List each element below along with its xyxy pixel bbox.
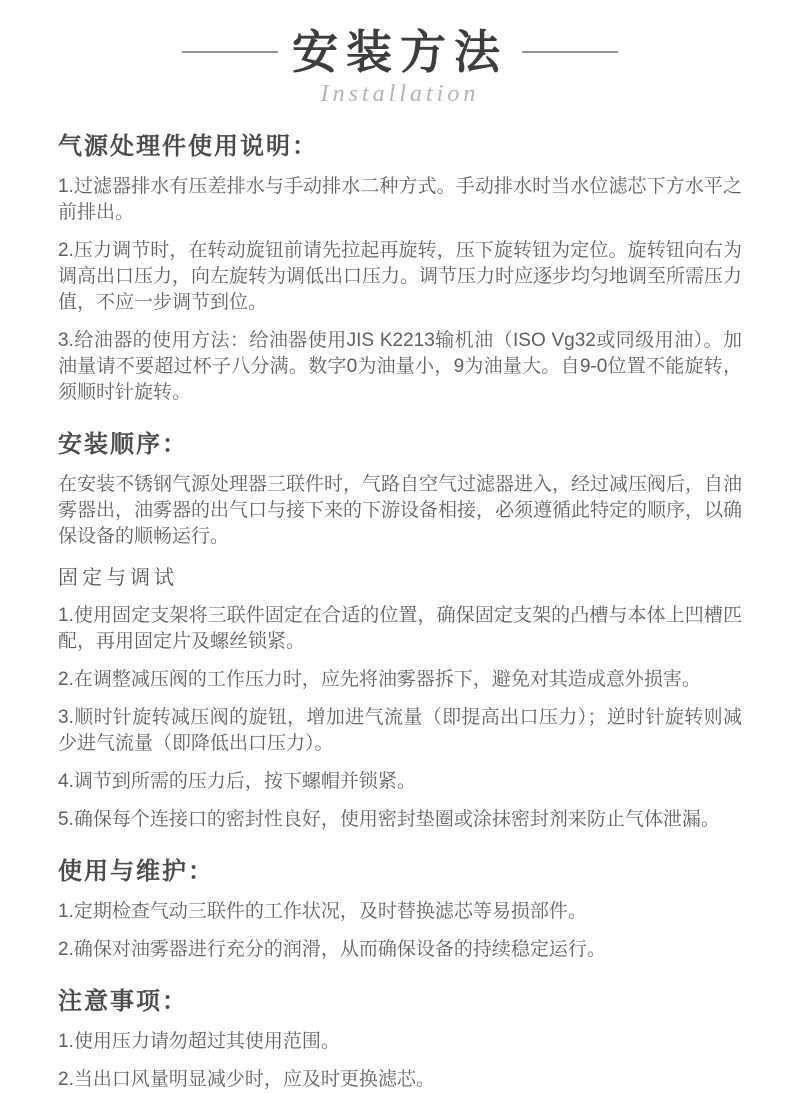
- instruction-item: 5.确保每个连接口的密封性良好，使用密封垫圈或涂抹密封剂来防止气体泄漏。: [58, 809, 720, 830]
- section-heading: 气源处理件使用说明：: [58, 133, 318, 160]
- title-row: [58, 26, 742, 78]
- section-heading: 安装顺序：: [58, 431, 188, 458]
- instruction-item: 2.当出口风量明显减少时，应及时更换滤芯。: [58, 1069, 435, 1090]
- instruction-item: 4.调节到所需的压力后，按下螺帽并锁紧。: [58, 771, 416, 792]
- instruction-item: 2.压力调节时，在转动旋钮前请先拉起再旋转，压下旋转钮为定位。旋转钮向右为调高出口压力，向左旋转为调低出口压力。调节压力时应逐步均匀地调至所需压力值，不应一步调节到位。: [58, 240, 743, 313]
- section-usage-instructions: [58, 132, 742, 406]
- instruction-item: 1.使用固定支架将三联件固定在合适的位置，确保固定支架的凸槽与本体上凹槽匹配，再用固定片及螺丝锁紧。: [58, 605, 742, 652]
- instruction-item: 2.确保对油雾器进行充分的润滑，从而确保设备的持续稳定运行。: [58, 939, 606, 960]
- instruction-item: 3.顺时针旋转减压阀的旋钮，增加进气流量（即提高出口压力）；逆时针旋转则减少进气流量（即降低出口压力）。: [58, 707, 742, 754]
- instruction-item: 1.过滤器排水有压差排水与手动排水二种方式。手动排水时当水位滤芯下方水平之前排出。: [58, 176, 742, 223]
- page-header: [58, 26, 742, 108]
- section-use-maintenance: [58, 857, 742, 963]
- section-precautions: [58, 987, 742, 1093]
- title-rule-left: [182, 51, 278, 53]
- instruction-item: 1.定期检查气动三联件的工作状况，及时替换滤芯等易损部件。: [58, 901, 587, 922]
- instruction-item: 2.在调整减压阀的工作压力时，应先将油雾器拆下，避免对其造成意外损害。: [58, 669, 701, 690]
- section-installation-order: [58, 430, 742, 833]
- page-title: 安装方法: [292, 26, 508, 78]
- instruction-item: 1.使用压力请勿超过其使用范围。: [58, 1031, 340, 1052]
- sub-heading-fixing-debugging: 固定与调试: [58, 567, 178, 589]
- section-intro: 在安装不锈钢气源处理器三联件时，气路自空气过滤器进入，经过减压阀后，自油雾器出，油雾器的出气口与接下来的下游设备相接，必须遵循此特定的顺序，以确保设备的顺畅运行。: [58, 474, 743, 547]
- instruction-item: 3.给油器的使用方法：给油器使用JIS K2213输机油（ISO Vg32或同级用油）。加油量请不要超过杯子八分满。数字0为油量小，9为油量大。自9-0位置不能旋转，须顺时针旋转。: [58, 330, 742, 403]
- page-subtitle: Installation: [320, 81, 480, 107]
- section-heading: 注意事项：: [58, 988, 188, 1015]
- title-rule-right: [522, 51, 618, 53]
- section-heading: 使用与维护：: [58, 858, 214, 885]
